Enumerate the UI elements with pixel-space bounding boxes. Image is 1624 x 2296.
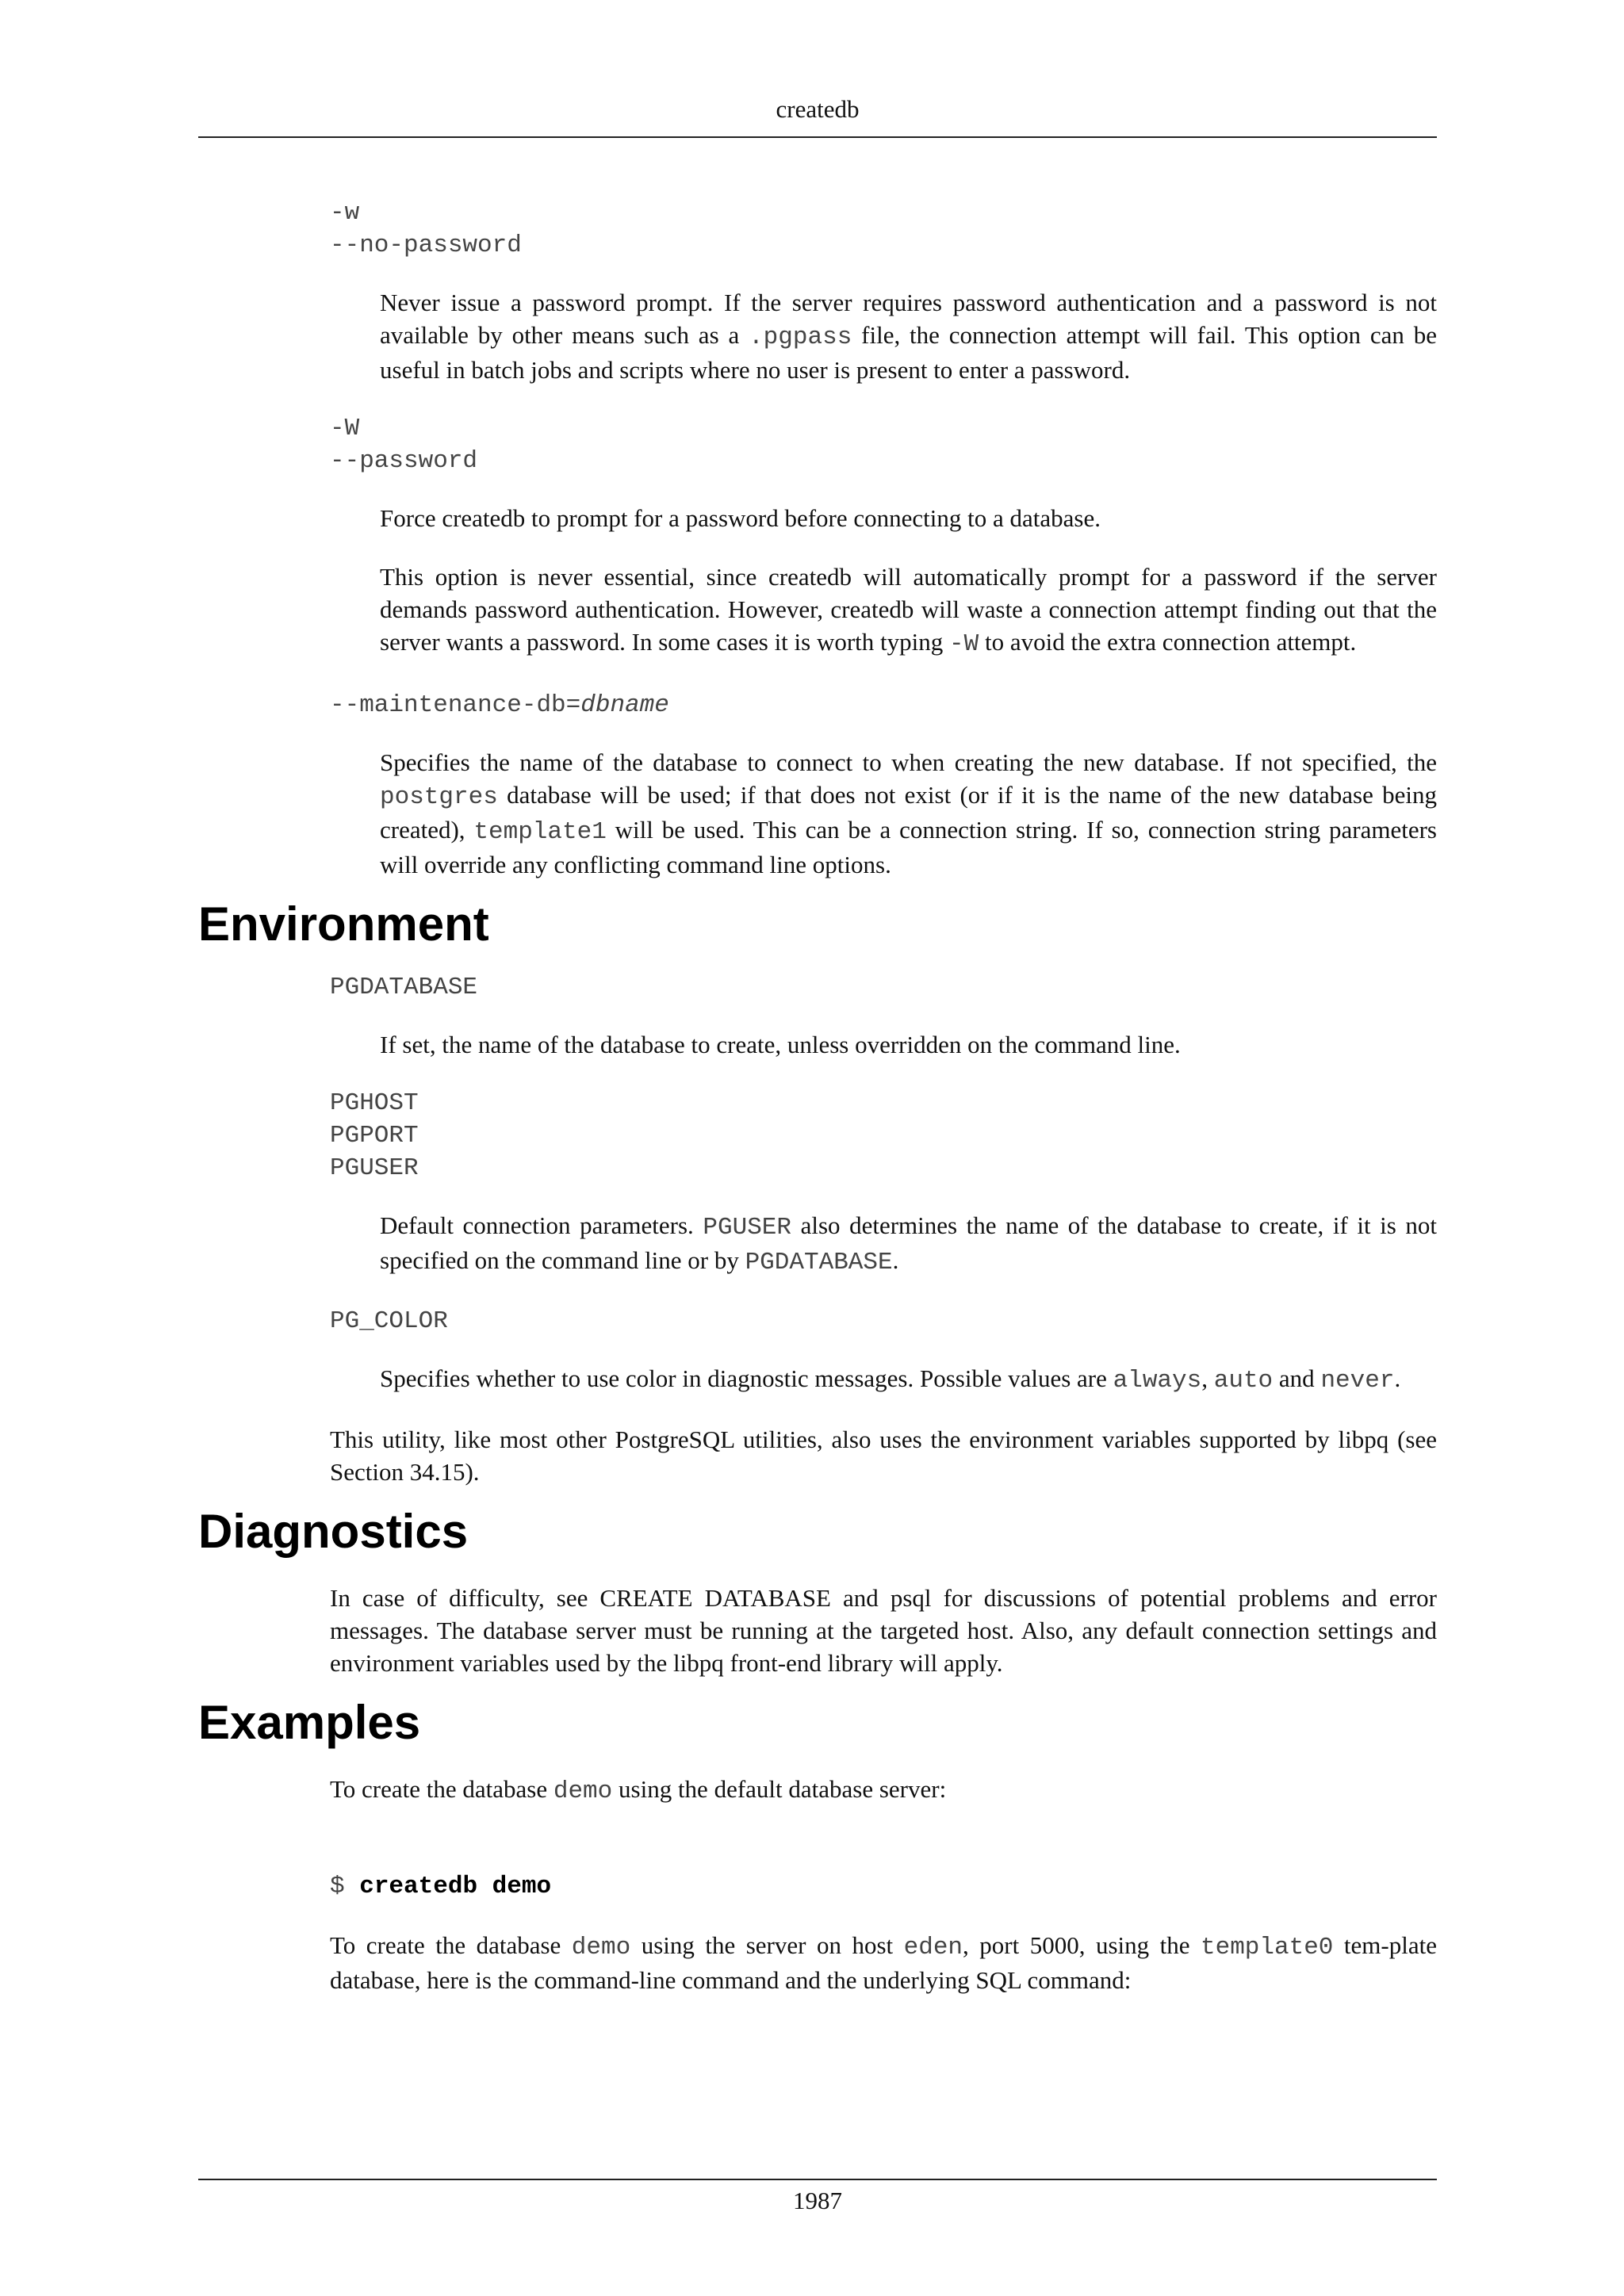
examples-second-paragraph: To create the database demo using the server on host eden, port 5000, using the template0 tem-plate database, here is the command-line command and the underlying SQL command: [330,1931,1437,1994]
page-content [0,197,1624,1996]
env-pgdatabase [0,971,1624,1061]
section-heading-environment: Environment [198,897,489,951]
option-description: Force createdb to prompt for a password before connecting to a database. [380,504,1101,532]
env-term: PG_COLOR [330,1307,448,1335]
option-no-password [0,197,1624,386]
env-term: PGUSER [330,1154,419,1182]
page-number: 1987 [793,2187,842,2214]
diagnostics-paragraph: In case of difficulty, see CREATE DATABASE and psql for discussions of potential problems and error messages. The database server must be running at the targeted host. Also, any default connection settings and environment variables used by the libpq front-end library will apply. [330,1584,1437,1677]
option-term-short: -w [330,199,360,227]
running-head: createdb [776,95,860,123]
footer-rule [198,2179,1437,2180]
env-term: PGHOST [330,1089,419,1117]
env-term: PGPORT [330,1122,419,1150]
option-term-long: --no-password [330,232,522,259]
option-term-long: --password [330,447,478,475]
env-pg-color [0,1305,1624,1397]
option-description: This option is never essential, since createdb will automatically prompt for a password if the server demands password authentication. However, createdb will waste a connection attempt finding out that the server wants a password. In some cases it is worth typing -W to avoid the extra connection attempt. [380,563,1437,658]
examples-intro: To create the database demo using the default database server: [330,1775,947,1805]
option-term-short: -W [330,415,360,442]
option-description: Specifies the name of the database to connect to when creating the new database. If not specified, the postgres database will be used; if that does not exist (or if it is the name of the new database being created), template1 will be used. This can be a connection string. If so, connection string parameters will override any conflicting command line options. [380,748,1438,878]
env-description: Default connection parameters. PGUSER also determines the name of the database to create, if it is not specified on the command line or by PGDATABASE. [380,1211,1438,1276]
section-heading-examples: Examples [198,1696,421,1749]
header-rule [198,136,1437,138]
option-term: --maintenance-db=dbname [330,691,669,719]
example-command: $ createdb demo [330,1873,552,1900]
option-password [0,412,1624,660]
env-description: Specifies whether to use color in diagnostic messages. Possible values are always, auto and never. [380,1364,1401,1395]
section-heading-diagnostics: Diagnostics [198,1505,469,1558]
env-connection-params [0,1087,1624,1279]
option-maintenance-db [0,687,1624,881]
env-description: If set, the name of the database to create, unless overridden on the command line. [380,1031,1181,1058]
environment-closing-paragraph: This utility, like most other PostgreSQL utilities, also uses the environment variables supported by libpq (see Section 34.15). [330,1425,1437,1486]
option-description: Never issue a password prompt. If the server requires password authentication and a password is not available by other means such as a .pgpass file, the connection attempt will fail. This option can be useful in batch jobs and scripts where no user is present to enter a password. [380,289,1437,384]
env-term: PGDATABASE [330,974,478,1001]
